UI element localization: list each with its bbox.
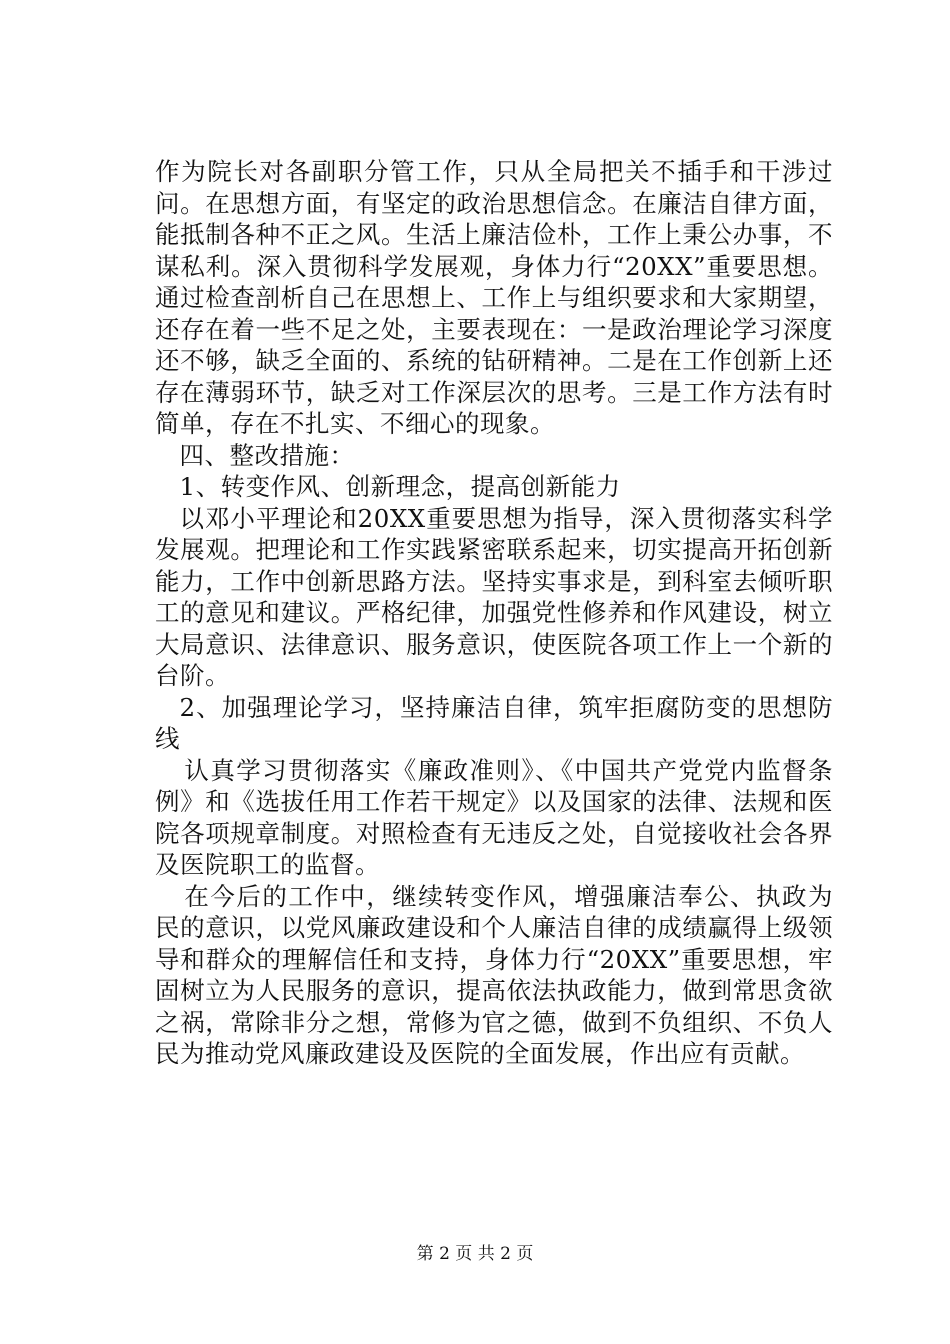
- subheading-theory-study: 2、加强理论学习，坚持廉洁自律，筑牢拒腐防变的思想防线: [155, 692, 833, 753]
- document-body: [155, 156, 833, 1070]
- page-footer: 第 2 页 共 2 页: [416, 1244, 534, 1264]
- subheading-style-transformation: 1、转变作风、创新理念，提高创新能力: [179, 472, 621, 501]
- paragraph-theory-guidance: 以邓小平理论和20XX重要思想为指导，深入贯彻落实科学发展观。把理论和工作实践紧密联系起来，切实提高开拓创新能力，工作中创新思路方法。坚持实事求是，到科室去倾听职工的意见和建议。严格纪律，加强党性修养和作风建设，树立大局意识、法律意识、服务意识，使医院各项工作上一个新的台阶。: [155, 503, 833, 690]
- paragraph-self-assessment: 作为院长对各副职分管工作，只从全局把关不插手和干涉过问。在思想方面，有坚定的政治思想信念。在廉洁自律方面，能抵制各种不正之风。生活上廉洁俭朴，工作上秉公办事，不谋私利。深入贯彻科学发展观，身体力行“20XX”重要思想。通过检查剖析自己在思想上、工作上与组织要求和大家期望，还存在着一些不足之处，主要表现在：一是政治理论学习深度还不够，缺乏全面的、系统的钻研精神。二是在工作创新上还存在薄弱环节，缺乏对工作深层次的思考。三是工作方法有时简单，存在不扎实、不细心的现象。: [155, 157, 833, 438]
- paragraph-regulations-study: 认真学习贯彻落实《廉政准则》、《中国共产党党内监督条例》和《选拔任用工作若干规定》以及国家的法律、法规和医院各项规章制度。对照检查有无违反之处，自觉接收社会各界及医院职工的监督。: [155, 755, 833, 879]
- paragraph-future-work: 在今后的工作中，继续转变作风，增强廉洁奉公、执政为民的意识，以党风廉政建设和个人廉洁自律的成绩赢得上级领导和群众的理解信任和支持，身体力行“20XX”重要思想，牢固树立为人民服务的意识，提高依法执政能力，做到常思贪欲之祸，常除非分之想，常修为官之德，做到不负组织、不负人民为推动党风廉政建设及医院的全面发展，作出应有贡献。: [155, 881, 833, 1068]
- section-heading-rectification: 四、整改措施：: [179, 440, 355, 470]
